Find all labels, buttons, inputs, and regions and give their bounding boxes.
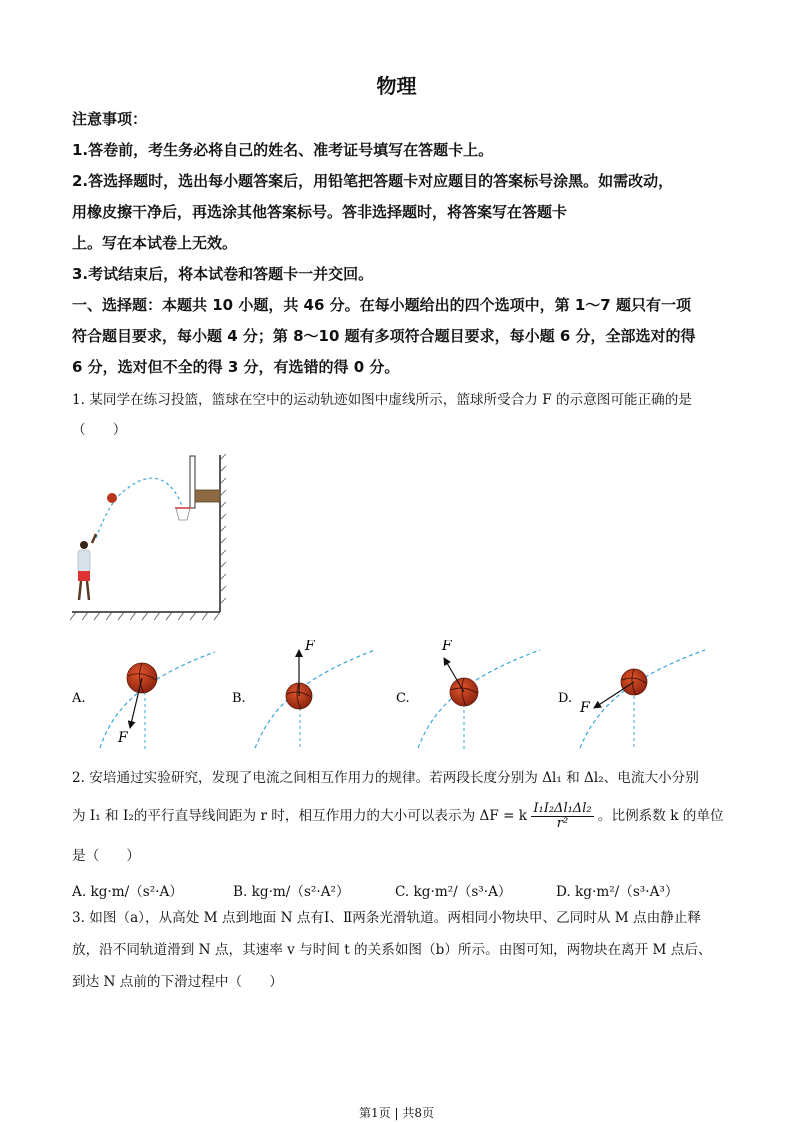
svg-text:F: F — [305, 640, 315, 654]
q2-option-b: B. kg·m/（s²·A²） — [233, 884, 350, 900]
q3-line-3: 到达 N 点前的下滑过程中（ ） — [72, 974, 283, 990]
q1-text: 1. 某同学在练习投篮，篮球在空中的运动轨迹如图中虚线所示，篮球所受合力 F 的示意图可能正确的是 — [72, 392, 692, 408]
q2-frac-numerator: I₁I₂Δl₁Δl₂ — [533, 801, 592, 816]
option-b-label: B. — [232, 691, 246, 706]
q2-line-3: 是（ ） — [72, 848, 140, 864]
q2-option-c: C. kg·m²/（s³·A） — [395, 884, 512, 900]
section-line-3: 6 分，选对但不全的得 3 分，有选错的得 0 分。 — [72, 358, 400, 376]
basketball-scene-figure — [70, 450, 230, 625]
option-c-diagram — [396, 640, 540, 750]
option-d-label: D. — [558, 691, 573, 706]
q2-frac-denominator: r² — [556, 816, 569, 831]
section-line-1: 一、选择题：本题共 10 小题，共 46 分。在每小题给出的四个选项中，第 1～7 题只有一项 — [72, 296, 691, 314]
section-line-2: 符合题目要求，每小题 4 分；第 8～10 题有多项符合题目要求，每小题 6 分，全部选对的得 — [72, 327, 696, 345]
page-footer: 第1页 | 共8页 — [359, 1106, 434, 1120]
q2-formula-fraction — [531, 802, 593, 831]
q2-line-2-prefix: 为 I₁ 和 I₂的平行直导线间距为 r 时，相互作用力的大小可以表示为 ΔF = k — [72, 808, 528, 824]
q2-option-d: D. kg·m²/（s³·A³） — [556, 884, 679, 900]
notice-line-1: 1.答卷前，考生务必将自己的姓名、准考证号填写在答题卡上。 — [72, 141, 494, 159]
notice-line-3: 3.考试结束后，将本试卷和答题卡一并交回。 — [72, 265, 374, 283]
player-icon — [78, 534, 96, 600]
option-c-label: C. — [396, 691, 410, 706]
option-a-diagram — [71, 652, 215, 750]
svg-text:F: F — [442, 640, 452, 654]
option-a-label: A. — [72, 691, 86, 706]
q2-line-1: 2. 安培通过实验研究，发现了电流之间相互作用力的规律。若两段长度分别为 Δl₁ 和 Δl₂、电流大小分别 — [72, 770, 699, 786]
q2-option-a: A. kg·m/（s²·A） — [72, 884, 183, 900]
notice-line-2b: 用橡皮擦干净后，再选涂其他答案标号。答非选择题时，将答案写在答题卡 — [72, 203, 568, 221]
notice-line-2a: 2.答选择题时，选出每小题答案后，用铅笔把答题卡对应题目的答案标号涂黑。如需改动， — [72, 172, 674, 190]
notice-line-2c: 上。写在本试卷上无效。 — [72, 234, 238, 252]
q1-paren: （ ） — [72, 422, 127, 438]
svg-text:F: F — [580, 700, 590, 716]
q3-line-1: 3. 如图（a），从高处 M 点到地面 N 点有Ⅰ、Ⅱ两条光滑轨道。两相同小物块甲、乙同时从 M 点由静止释 — [72, 910, 702, 926]
q3-line-2: 放，沿不同轨道滑到 N 点，其速率 v 与时间 t 的关系如图（b）所示。由图可知，两物块在离开 M 点后、 — [72, 942, 712, 958]
svg-text:F: F — [118, 730, 128, 746]
page-title: 物理 — [376, 74, 417, 98]
notice-heading: 注意事项： — [72, 110, 148, 128]
q2-line-2 — [72, 800, 724, 832]
q1-options-figure — [70, 640, 723, 755]
option-b-diagram — [232, 640, 375, 750]
option-d-diagram — [558, 650, 705, 750]
q2-line-2-suffix: 。比例系数 k 的单位 — [597, 808, 724, 824]
